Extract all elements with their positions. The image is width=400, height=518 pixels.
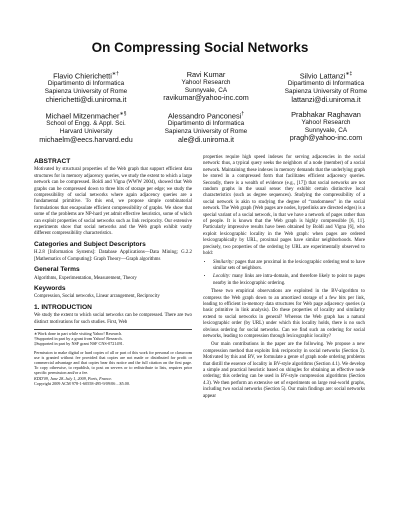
authors-row-2 bbox=[30, 110, 382, 144]
author-email: lattanzi@di.uniroma.it bbox=[291, 94, 361, 104]
author-name: Ravi Kumar bbox=[186, 70, 226, 79]
keywords-heading: Keywords bbox=[34, 284, 66, 292]
footnote: †Supported in part by a grant from Yahoo! Research. bbox=[34, 336, 123, 342]
paper-title: On Compressing Social Networks bbox=[91, 40, 309, 55]
author-affiliation: Sapienza University of Rome bbox=[164, 128, 248, 136]
right-column bbox=[203, 155, 365, 402]
introduction-text: We study the extent to which social networks can be compressed. There are two distinct motivations for such studies. First, Web bbox=[34, 313, 192, 325]
author-block bbox=[270, 70, 382, 104]
property-list bbox=[203, 260, 365, 288]
author-affiliation: Sapienza University of Rome bbox=[284, 88, 368, 96]
author-email: ravikumar@yahoo-inc.com bbox=[163, 93, 249, 103]
author-affiliation: Dipartimento di Informatica bbox=[167, 120, 245, 128]
introduction-heading: 1. INTRODUCTION bbox=[34, 303, 92, 311]
author-block bbox=[270, 110, 382, 144]
author-email: pragh@yahoo-inc.com bbox=[289, 133, 363, 143]
abstract-text: Motivated by structural properties of the Web graph that support efficient data structures for in memory adjacency queries, we study the extent to which a large network can be compressed. Boldi and Vigna (WWW 2004), showed that Web graphs can be compressed down to three bits of storage per edge; we study the compressibility of social networks where again adjacency queries are a fundamental primitive. To this end, we propose simple combinatorial formulations that encapsulate efficient compressibility of graphs. We show that some of the problems are NP-hard yet admit effective heuristics, some of which can exploit properties of social networks such as link reciprocity. Our extensive experiments show that social networks and the Web graph exhibit vastly different compressibility characteristics. bbox=[34, 167, 192, 237]
general-terms-text: Algorithms, Experimentation, Measurement, Theory bbox=[34, 275, 137, 281]
list-item: • Locality: many links are intra-domain, and therefore likely to point to pages nearby in the lexicographic ordering. bbox=[213, 274, 365, 287]
author-block bbox=[150, 110, 262, 144]
author-affiliation: Sapienza University of Rome bbox=[44, 88, 128, 96]
paragraph: Our main contributions in the paper are the following. We propose a new compression method that exploits link reciprocity in social networks (Section 3). Motivated by this and BV, we formulate a genre of graph node ordering problems that distill the essence of locality in BV-style algorithms (Section 4.1). We develop a simple and practical heuristic based on shingles for obtaining an effective node ordering; this ordering can be used in BV-style compression algorithms (Section 4.3). We then perform an extensive set of experiments on large real-world graphs, including two social networks (Section 5). Our main findings are: social networks appear bbox=[203, 342, 365, 399]
paragraph: These two empirical observations are exploited in the BV-algorithm to compress the Web graph down to an amortized storage of a few bits per link, leading to efficient in-memory data structures for Web page adjacency queries (a basic primitive in link analysis). Do these properties of locality and similarity extend to social networks in general? Whereas the Web graph has a natural lexicographic order (by URL) under which this locality holds, there is no such obvious ordering for social networks. Can we find such an ordering for social networks, leading to compression through lexicographic locality? bbox=[203, 289, 365, 339]
left-column bbox=[34, 155, 192, 386]
author-affiliation: School of Engg. & Appl. Sci. bbox=[46, 120, 126, 128]
footnote: ‡Supported in part by NSF grant NSF CNS-0721491. bbox=[34, 341, 124, 347]
author-name: Alessandro Panconesi† bbox=[167, 111, 245, 121]
authors-row-1 bbox=[30, 70, 382, 104]
author-affiliation: Sunnyvale, CA bbox=[184, 86, 228, 94]
paragraph: properties require high speed indexes for serving adjacencies in the social network: thus, a typical query seeks the neighbors of a node (member) of a social network. Maintaining these indexes in memory demands that the underlying graph be stored in a compressed form that facilitates efficient adjacency queries. Secondly, there is a wealth of evidence (e.g., [17]) that social networks are not random graphs in the usual sense: they exhibit certain distinctive local characteristics (such as degree sequences). Studying the compressibility of a social network is akin to studying the degree of “randomness” in the social network. The Web graph (Web pages are nodes, hyperlinks are directed edges) is a special variant of a social network, in that we have a network of pages rather than of people. It is known that the Web graph is highly compressible [6, 11]. Particularly impressive results have been obtained by Boldi and Vigna [6], who exploit lexicographic locality in the Web graph: when pages are ordered lexicographically by URL, proximal pages have similar neighborhoods. More precisely, two properties of the ordering by URL are experimentally observed to hold: bbox=[203, 155, 365, 257]
categories-text: H.2.8 [Information Systems]: Database Applications—Data Mining; G.2.2 [Mathematics of Computing]: Graph Theory—Graph algorithms bbox=[34, 250, 192, 262]
author-name: Flavio Chierichetti∗† bbox=[53, 71, 119, 81]
keywords-text: Compression, Social networks, Linear arrangement, Reciprocity bbox=[34, 294, 160, 300]
copyright-block bbox=[34, 350, 192, 386]
author-block bbox=[30, 70, 142, 104]
general-terms-heading: General Terms bbox=[34, 266, 80, 274]
author-affiliation: Harvard University bbox=[59, 128, 113, 136]
footnotes bbox=[34, 329, 192, 347]
author-block bbox=[30, 110, 142, 144]
conference-line: KDD'09, June 28–July 1, 2009, Paris, France. bbox=[34, 375, 113, 381]
author-name: Silvio Lattanzi∗‡ bbox=[299, 71, 353, 81]
author-email: michaelm@eecs.harvard.edu bbox=[39, 134, 133, 144]
author-affiliation: Yahoo! Research bbox=[181, 79, 231, 86]
author-name: Prabhakar Raghavan bbox=[291, 110, 361, 119]
copyright-line: Copyright 2009 ACM 978-1-60558-495-9/09/06 ...$5.00. bbox=[34, 380, 130, 386]
author-affiliation: Dipartimento di Informatica bbox=[287, 80, 365, 88]
abstract-heading: ABSTRACT bbox=[34, 158, 71, 165]
author-affiliation: Yahoo! Research bbox=[301, 119, 351, 126]
author-block bbox=[150, 70, 262, 104]
author-email: chierichetti@di.uniroma.it bbox=[45, 94, 127, 104]
permission-notice: Permission to make digital or hard copies of all or part of this work for personal or classroom use is granted without fee provided that copies are not made or distributed for profit or commercial advantage and that copies bear this notice and the full citation on the first page. To copy otherwise, to republish, to post on servers or to redistribute to lists, requires prior specific permission and/or a fee. bbox=[34, 349, 192, 376]
author-affiliation: Dipartimento di Informatica bbox=[47, 80, 125, 88]
author-name: Michael Mitzenmacher∗§ bbox=[45, 111, 127, 121]
author-affiliation: Sunnyvale, CA bbox=[304, 126, 348, 134]
footnote: ∗Work done in part while visiting Yahoo! Research. bbox=[34, 330, 123, 336]
categories-heading: Categories and Subject Descriptors bbox=[34, 240, 146, 248]
list-item: • Similarity: pages that are proximal in the lexicographic ordering tend to have similar sets of neighbors. bbox=[213, 260, 365, 273]
author-email: ale@di.uniroma.it bbox=[177, 134, 235, 144]
